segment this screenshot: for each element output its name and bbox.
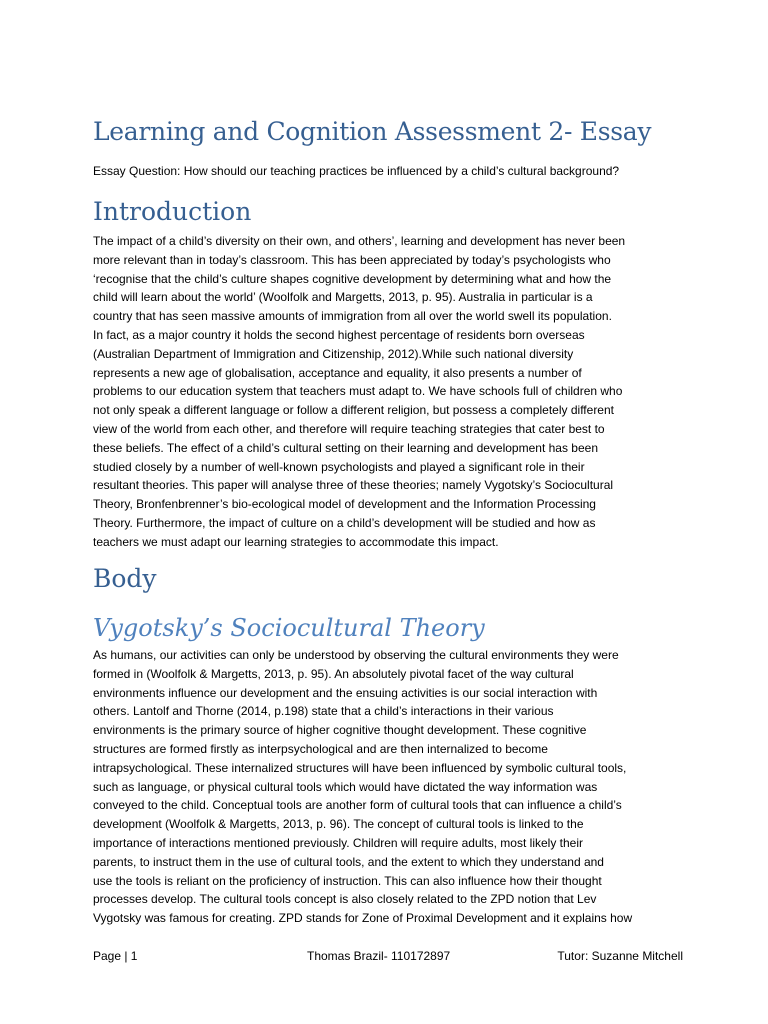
paragraph-line: represents a new age of globalisation, acceptance and equality, it also presents a number of — [93, 365, 582, 380]
paragraph-line: formed in (Woolfolk & Margetts, 2013, p. 95). An absolutely pivotal facet of the way cultural — [93, 666, 574, 681]
heading-vygotsky: Vygotsky’s Sociocultural Theory — [93, 614, 485, 642]
paragraph-line: country that has seen massive amounts of immigration from all over the world swell its population. — [93, 309, 612, 324]
paragraph-line: teachers we must adapt our learning strategies to accommodate this impact. — [93, 534, 499, 549]
paragraph-line: As humans, our activities can only be understood by observing the cultural environments they were — [93, 648, 619, 662]
page-number: Page | 1 — [93, 949, 138, 963]
paragraph-line: these beliefs. The effect of a child’s cultural setting on their learning and development has been — [93, 440, 598, 455]
paragraph-line: development (Woolfolk & Margetts, 2013, p. 96). The concept of cultural tools is linked to the — [93, 817, 584, 832]
tutor-info: Tutor: Suzanne Mitchell — [557, 949, 683, 963]
paragraph-line: more relevant than in today’s classroom. This has been appreciated by today’s psychologists who — [93, 252, 611, 267]
paragraph-line: not only speak a different language or follow a different religion, but possess a completely different — [93, 403, 614, 418]
paragraph-line: environments is the primary source of higher cognitive thought development. These cognitive — [93, 723, 587, 738]
document-title: Learning and Cognition Assessment 2- Essay — [93, 117, 652, 146]
paragraph-line: intrapsychological. These internalized structures will have been influenced by symbolic cultural tools, — [93, 760, 627, 775]
paragraph-line: structures are formed firstly as interpsychological and are then internalized to become — [93, 741, 548, 756]
heading-introduction: Introduction — [93, 197, 252, 226]
paragraph-line: ‘recognise that the child’s culture shapes cognitive development by determining what and how the — [93, 271, 612, 286]
paragraph-line: Theory. Furthermore, the impact of culture on a child’s development will be studied and how as — [93, 515, 596, 530]
paragraph-line: Vygotsky was famous for creating. ZPD stands for Zone of Proximal Development and it explains how — [93, 911, 633, 926]
paragraph-line: environments influence our development and the ensuing activities is our social interaction with — [93, 685, 598, 700]
page-footer — [93, 945, 683, 967]
paragraph-line: (Australian Department of Immigration and Citizenship, 2012).While such national diversity — [93, 346, 574, 361]
essay-question: Essay Question: How should our teaching practices be influenced by a child’s cultural background? — [93, 164, 620, 178]
introduction-paragraph — [93, 232, 693, 552]
paragraph-line: use the tools is reliant on the proficiency of instruction. This can also influence how their thought — [93, 873, 602, 888]
paragraph-line: studied closely by a number of well-known psychologists and played a significant role in their — [93, 459, 585, 474]
paragraph-line: such as language, or physical cultural tools which would have dictated the way information was — [93, 779, 598, 794]
paragraph-line: conveyed to the child. Conceptual tools are another form of cultural tools that can influence a child’s — [93, 798, 622, 813]
paragraph-line: importance of interactions mentioned previously. Children will require adults, most likely their — [93, 835, 583, 850]
paragraph-line: Theory, Bronfenbrenner’s bio-ecological model of development and the Information Processing — [93, 497, 596, 512]
paragraph-line: child will learn about the world’ (Woolfolk and Margetts, 2013, p. 95). Australia in particular is a — [93, 290, 593, 305]
paragraph-line: others. Lantolf and Thorne (2014, p.198) state that a child’s interactions in their various — [93, 704, 554, 719]
paragraph-line: view of the world from each other, and therefore will require teaching strategies that cater best to — [93, 421, 605, 436]
paragraph-line: parents, to instruct them in the use of cultural tools, and the extent to which they understand and — [93, 854, 604, 869]
paragraph-line: resultant theories. This paper will analyse three of these theories; namely Vygotsky’s Sociocultural — [93, 478, 614, 493]
paragraph-line: problems to our education system that teachers must adapt to. We have schools full of children who — [93, 384, 623, 399]
paragraph-line: In fact, as a major country it holds the second highest percentage of residents born overseas — [93, 327, 585, 342]
paragraph-line: The impact of a child’s diversity on their own, and others’, learning and development has never been — [93, 234, 626, 248]
vygotsky-paragraph — [93, 646, 693, 928]
paragraph-line: processes develop. The cultural tools concept is also closely related to the ZPD notion that Lev — [93, 892, 597, 907]
author-info: Thomas Brazil- 110172897 — [307, 949, 451, 963]
heading-body: Body — [93, 564, 157, 593]
